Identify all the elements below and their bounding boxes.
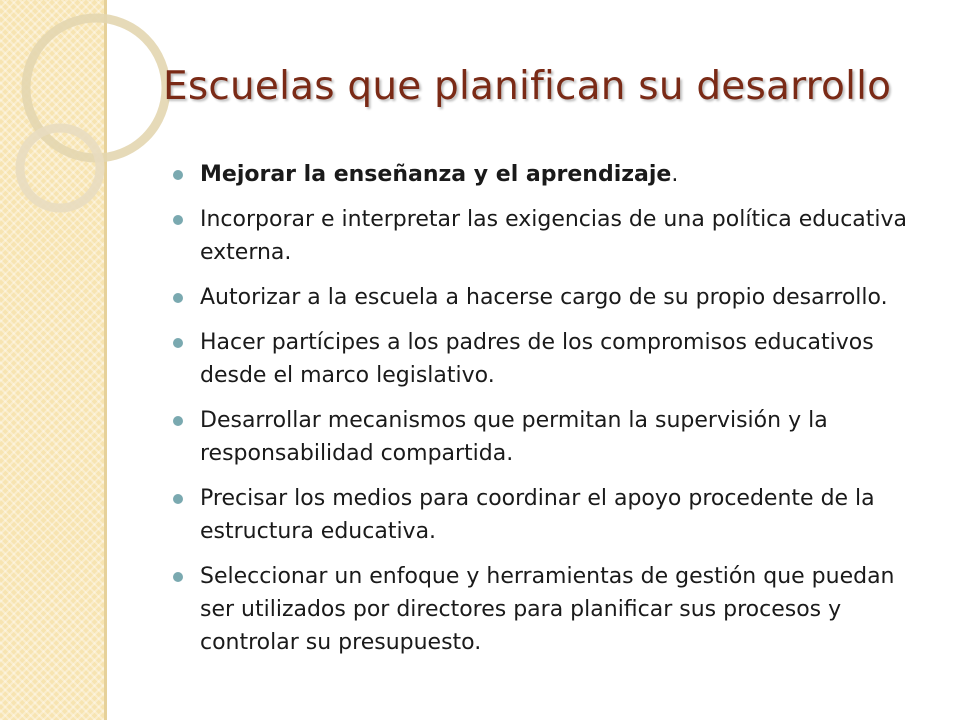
bullet-item [170,404,930,470]
bullet-text: Autorizar a la escuela a hacerse cargo de su propio desarrollo. [200,285,888,310]
bullet-item [170,326,930,392]
bullet-dot-icon [173,215,183,225]
bullet-dot-icon [173,170,183,180]
bullet-text: Precisar los medios para coordinar el apoyo procedente de la estructura educativa. [200,486,875,544]
bullet-dot-icon [173,293,183,303]
bullet-dot-icon [173,494,183,504]
bullet-dot-icon [173,338,183,348]
bullet-item [170,158,930,191]
bullet-dot-icon [173,572,183,582]
bullet-text: Hacer partícipes a los padres de los compromisos educativos desde el marco legislativo. [200,330,874,388]
bullet-list [170,158,930,671]
bullet-text: Incorporar e interpretar las exigencias de una política educativa externa. [200,207,908,265]
bullet-text: Seleccionar un enfoque y herramientas de gestión que puedan ser utilizados por directores para planificar sus procesos y controlar su presupuesto. [200,564,895,655]
bullet-text: . [671,162,679,187]
bullet-item [170,482,930,548]
bullet-item [170,560,930,659]
bullet-item [170,203,930,269]
bullet-item [170,281,930,314]
slide-title: Escuelas que planifican su desarrollo [163,64,892,109]
bullet-text: Desarrollar mecanismos que permitan la supervisión y la responsabilidad compartida. [200,408,828,466]
bullet-bold-text: Mejorar la enseñanza y el aprendizaje [200,162,672,187]
bullet-dot-icon [173,416,183,426]
